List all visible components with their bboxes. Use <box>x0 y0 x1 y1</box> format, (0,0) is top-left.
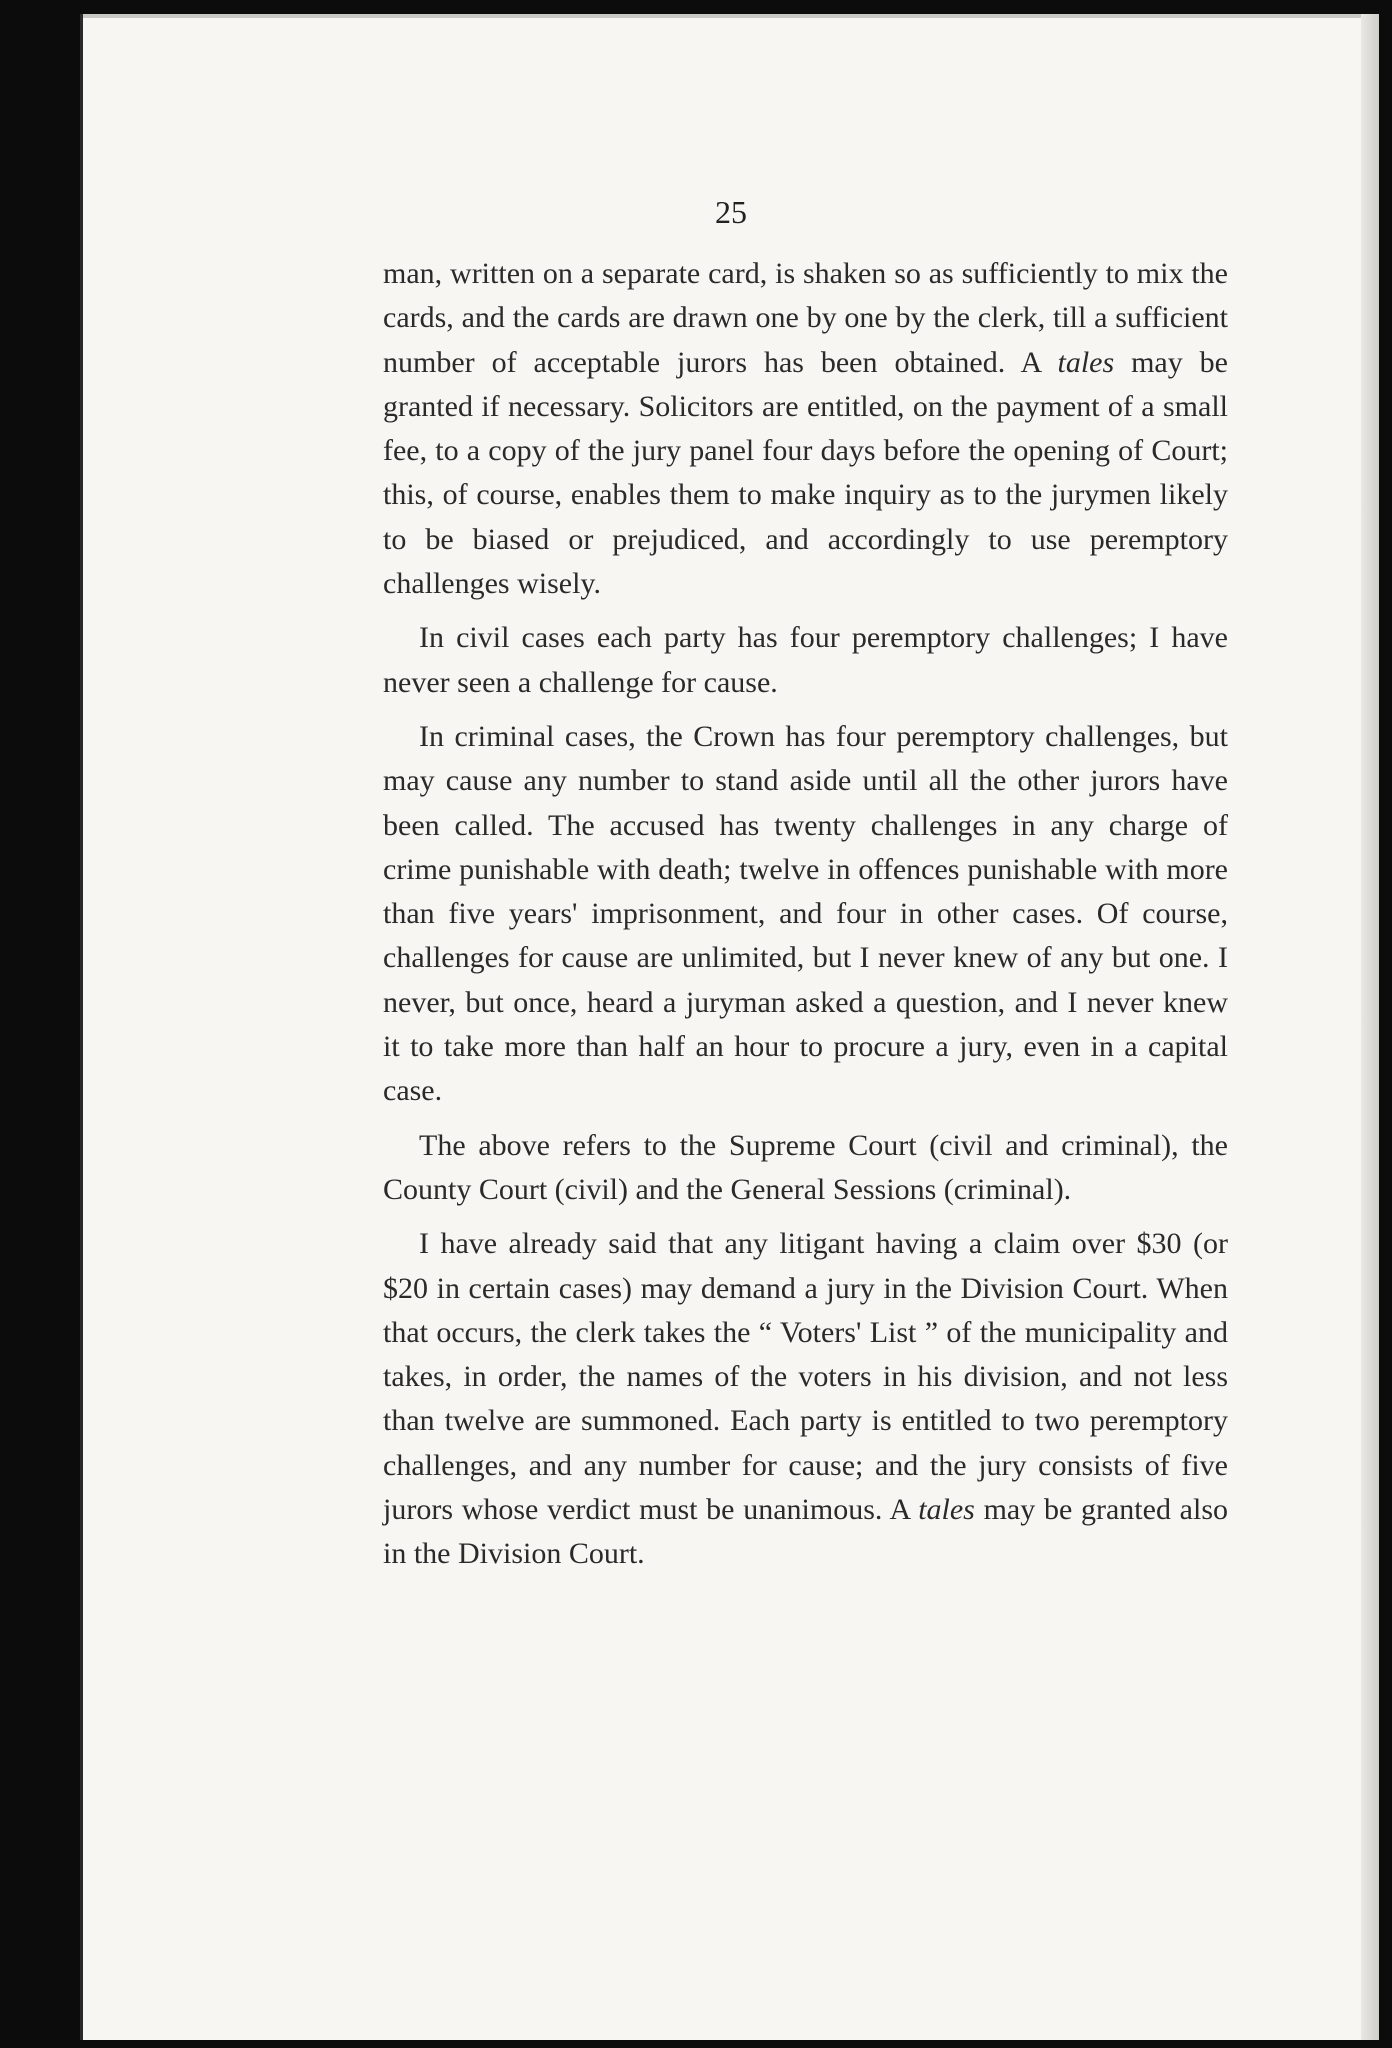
text-run: may be granted also in the Division Court. <box>383 1493 1228 1571</box>
page-top-edge <box>83 14 1379 18</box>
paragraph <box>383 616 1228 705</box>
paragraph <box>383 715 1228 1114</box>
italic-term: tales <box>1057 345 1115 379</box>
paragraph <box>383 1222 1228 1576</box>
page-number: 25 <box>715 194 747 230</box>
text-run: man, written on a separate card, is shaken so as sufficiently to mix the cards, and the cards are drawn one by one by the clerk, till a sufficient number of acceptable jurors has been obtained. A <box>383 257 1228 379</box>
text-run: In criminal cases, the Crown has four peremptory challenges, but may cause any number to stand aside until all the other jurors have been called. The accused has twenty challenges in any charge of crime punishable with death; twelve in offences punishable with more than five years' imprisonment, and four in other cases. Of course, challenges for cause are unlimited, but I never knew of any but one. I never, but once, heard a juryman asked a question, and I never knew it to take more than half an hour to procure a jury, even in a capital case. <box>383 719 1228 1108</box>
text-run: In civil cases each party has four peremptory challenges; I have never seen a challenge for cause. <box>383 621 1228 699</box>
body-text <box>383 252 1228 1587</box>
text-run: may be granted if necessary. Solicitors are entitled, on the payment of a small fee, to a copy of the jury panel four days before the opening of Court; this, of course, enables them to make inquiry as to the jurymen likely to be biased or prejudiced, and accordingly to use peremptory challenges wisely. <box>383 345 1229 601</box>
text-run: The above refers to the Supreme Court (civil and criminal), the County Court (civil) and the General Sessions (criminal). <box>383 1128 1228 1206</box>
page-right-edge <box>1361 14 1379 2040</box>
italic-term: tales <box>918 1493 975 1527</box>
paragraph <box>383 1124 1228 1213</box>
text-run: I have already said that any litigant having a claim over $30 (or $20 in certain cases) may demand a jury in the Division Court. When that occurs, the clerk takes the “ Voters' List ” of the municipality and takes, in order, the names of the voters in his division, and not less than twelve are summoned. Each party is entitled to two peremptory challenges, and any number for cause; and the jury consists of five jurors whose verdict must be unanimous. A <box>383 1227 1228 1527</box>
book-page <box>80 14 1379 2040</box>
paragraph <box>383 252 1228 606</box>
